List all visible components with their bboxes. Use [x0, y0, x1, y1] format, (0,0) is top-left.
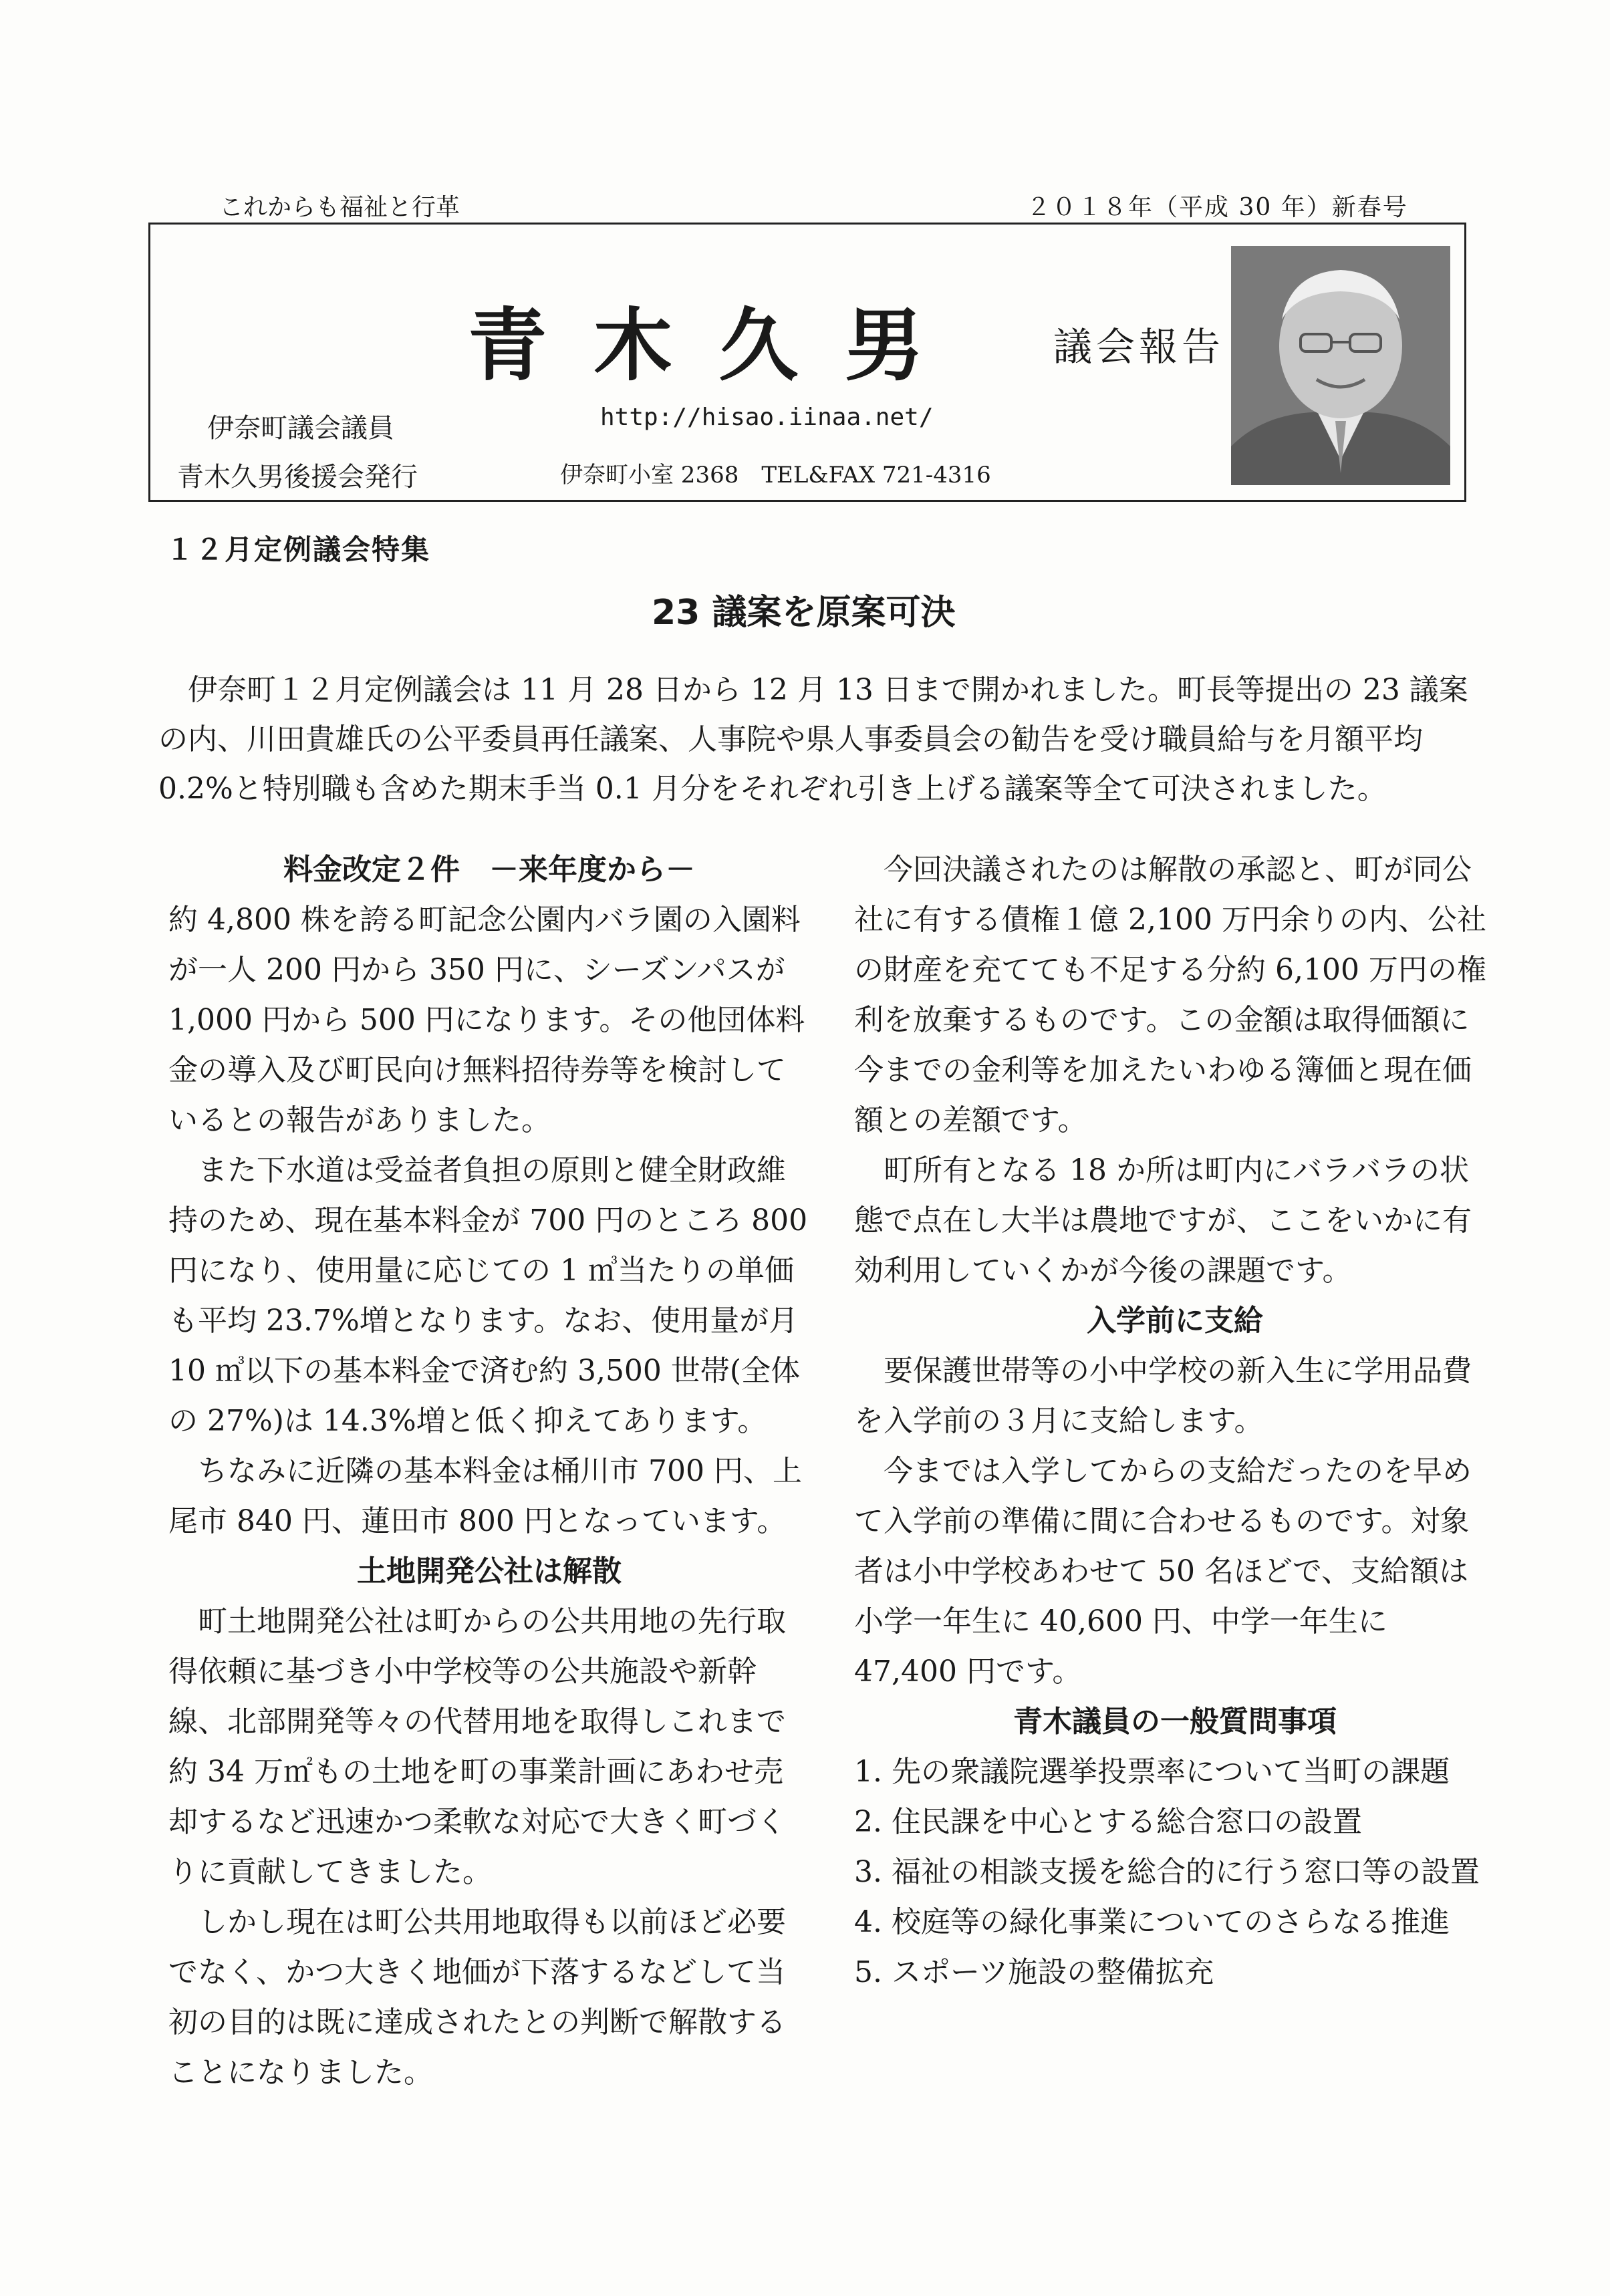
- left-column: [168, 845, 810, 2098]
- org-line-1: 伊奈町議会議員: [207, 413, 394, 444]
- tagline: これからも福祉と行革: [219, 194, 460, 221]
- right-column: [854, 845, 1496, 1997]
- school-heading: 入学前に支給: [1087, 1304, 1263, 1338]
- fee-heading: 料金改定２件 －来年度から－: [283, 853, 695, 887]
- org-line-2: 青木久男後援会発行: [177, 462, 418, 492]
- school-paragraph-1: 要保護世帯等の小中学校の新入生に学用品費を入学前の３月に支給します。: [854, 1354, 1472, 1438]
- newsletter-title: 青木久男: [468, 299, 971, 392]
- list-item: 2. 住民課を中心とする総合窓口の設置: [854, 1805, 1362, 1839]
- land-heading: 土地開発公社は解散: [357, 1554, 622, 1588]
- main-headline: 23 議案を原案可決: [652, 593, 956, 633]
- list-item: 3. 福祉の相談支援を総合的に行う窓口等の設置: [854, 1855, 1480, 1889]
- fee-paragraph-1: 約 4,800 株を誇る町記念公園内バラ園の入園料が一人 200 円から 350 円に、シーズンパスが 1,000 円から 500 円になります。その他団体料金の導入及び町民向け無料招待券等を検討しているとの報告がありました。: [168, 903, 805, 1137]
- list-item: 1. 先の衆議院選挙投票率について当町の課題: [854, 1755, 1450, 1789]
- report-label: 議会報告: [1053, 324, 1225, 370]
- lead-paragraph: 伊奈町１２月定例議会は 11 月 28 日から 12 月 13 日まで開かれました。町長等提出の 23 議案の内、川田貴雄氏の公平委員再任議案、人事院や県人事委員会の勧告を受け職員給与を月額平均 0.2%と特別職も含めた期末手当 0.1 月分をそれぞれ引き上げる議案等全て可決されました。: [158, 673, 1468, 806]
- questions-list: [854, 1747, 1496, 1997]
- contact-address: 伊奈町小室 2368 TEL&FAX 721-4316: [560, 462, 991, 488]
- school-paragraph-2: 今までは入学してからの支給だったのを早めて入学前の準備に間に合わせるものです。対象者は小中学校あわせて 50 名ほどで、支給額は小学一年生に 40,600 円、中学一年生に 47,400 円です。: [854, 1454, 1472, 1689]
- section-label: １２月定例議会特集: [166, 533, 431, 566]
- fee-paragraph-3: ちなみに近隣の基本料金は桶川市 700 円、上尾市 840 円、蓮田市 800 円となっています。: [168, 1454, 802, 1538]
- land-paragraph-1: 町土地開発公社は町からの公共用地の先行取得依頼に基づき小中学校等の公共施設や新幹線、北部開発等々の代替用地を取得しこれまで約 34 万㎡もの土地を町の事業計画にあわせ売却するなど迅速かつ柔軟な対応で大きく町づくりに貢献してきました。: [168, 1604, 786, 1889]
- list-item: 5. スポーツ施設の整備拡充: [854, 1955, 1214, 1989]
- website-link[interactable]: http://hisao.iinaa.net/: [600, 404, 934, 431]
- land-paragraph-4: 町所有となる 18 か所は町内にバラバラの状態で点在し大半は農地ですが、ここをいかに有効利用していくかが今後の課題です。: [854, 1153, 1472, 1288]
- questions-heading: 青木議員の一般質問事項: [1013, 1705, 1337, 1739]
- list-item: 4. 校庭等の緑化事業についてのさらなる推進: [854, 1905, 1450, 1939]
- fee-paragraph-2: また下水道は受益者負担の原則と健全財政維持のため、現在基本料金が 700 円のところ 800 円になり、使用量に応じての 1 ㎥当たりの単価も平均 23.7%増となります。なお、使用量が月 10 ㎥以下の基本料金で済む約 3,500 世帯(全体の 27%)は 14.3%増と低く抑えてあります。: [168, 1153, 808, 1438]
- edition-date: ２０１８年（平成 30 年）新春号: [1027, 194, 1408, 221]
- land-paragraph-3: 今回決議されたのは解散の承認と、町が同公社に有する債権１億 2,100 万円余りの内、公社の財産を充てても不足する分約 6,100 万円の権利を放棄するものです。この金額は取得価額に今までの金利等を加えたいわゆる簿価と現在価額との差額です。: [854, 853, 1486, 1137]
- portrait-photo-icon: [1231, 246, 1450, 485]
- land-paragraph-2: しかし現在は町公共用地取得も以前ほど必要でなく、かつ大きく地価が下落するなどして当初の目的は既に達成されたとの判断で解散することになりました。: [168, 1905, 786, 2090]
